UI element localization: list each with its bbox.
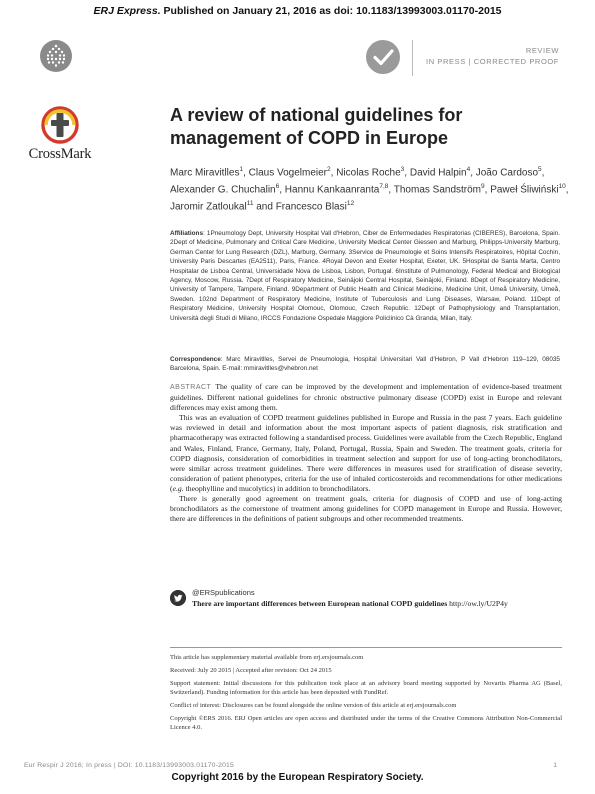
correspondence-label: Correspondence [170,356,221,363]
tweet-summary: There are important differences between European national COPD guidelines [192,599,448,608]
license-note: Copyright ©ERS 2016. ERJ Open articles are open access and distributed under the terms of the Creative Commons Attribution Non-Commercial Licence 4.0. [170,715,562,731]
tweet-text [192,599,508,608]
affiliations-text: : 1Pneumology Dept, University Hospital Vall d'Hebron, Ciber de Enfermedades Respiratorias (CIBERES), Barcelona, Spain. 2Dept of Medicine, Pulmonary and Critical Care Medicine, University Medical Center Giessen and Marburg, Philipps-University Marburg, German Center for Lung Research (DZL), Marburg, Germany. 3Service de Pneumologie et Soins Intensifs Respiratoires, Hôpital Cochin, University Paris Descartes (EA2511), Paris, France. 4Royal Devon and Exeter Hospital, Exeter, UK. 5Hospital de Santa Marta, Centro Hospitalar de Lisboa Central, Universidade Nova de Lisboa, Lisbon, Portugal. 6Institute of Pulmonology, Federal Medical and Biological Agency, Moscow, Russia. 7Dept of Respiratory Medicine, Seinäjoki Central Hospital, Seinäjoki, Finland. 8Dept of Respiratory Medicine, University of Tampere, Tampere, Finland. 9Department of Public Health and Clinical Medicine, Medicine Unit, Umeå University, Umeå, Sweden. 102nd Department of Respiratory Medicine, Institute of Tuberculosis and Lung Diseases, Warsaw, Poland. 11Dept of Respiratory Medicine, University Hospital Olomouc, Olomouc, Czech Republic. 12Dept of Pathophysiology and Transplantation, Università degli Studi di Milano, IRCCS Fondazione Ospedale Maggiore Policlinico Cà Granda, Milan, Italy. [170,230,560,322]
conflict-of-interest: Conflict of interest: Disclosures can be found alongside the online version of this article at erj.ersjournals.com [170,702,457,710]
abstract-text: The quality of care can be improved by the development and implementation of evidence-based treatment guidelines. Different national guidelines for chronic obstructive pulmonary disease (COPD) exist in Europe and relevant differences may exist among them. [170,382,562,413]
article-type: REVIEW [525,46,559,55]
author-list [170,163,570,213]
author-name: and Francesco Blasi [253,200,347,212]
abstract-paragraph [170,382,562,413]
twitter-bird-icon[interactable] [170,590,186,606]
author-affil-ref: 5 [538,166,542,173]
author-name: , David Halpin [404,167,467,179]
abstract [170,382,562,524]
abstract-paragraph [170,494,562,524]
author-name: , Paweł Śliwiński [484,184,559,196]
footnotes [170,654,562,737]
author-affil-ref: 2 [327,166,331,173]
banner-journal: ERJ Express. [93,5,161,17]
journal-citation: Eur Respir J 2016; In press | DOI: 10.1183/13993003.01170-2015 [24,762,235,769]
author-affil-ref: 7,8 [379,182,389,190]
author-affil-ref: 10 [558,182,566,190]
author-name: , Nicolas Roche [330,167,401,179]
author-name: Marc Miravitlles [170,167,240,179]
author-affil-ref: 11 [246,199,254,207]
copyright-banner: Copyright 2016 by the European Respiratory Society. [171,772,424,783]
supplementary-note: This article has supplementary material available from erj.ersjournals.com [170,654,364,661]
author-affil-ref: 3 [400,166,405,173]
author-name: , Thomas Sandström [388,184,482,196]
badge-divider [412,40,413,76]
received-dates: Received: July 20 2015 | Accepted after revision: Oct 24 2015 [170,667,332,675]
author-name: , Claus Vogelmeier [243,167,328,179]
crossmark-logo[interactable] [24,106,96,163]
author-affil-ref: 9 [481,182,485,190]
published-banner [0,5,595,17]
abstract-emphasis: e.g. [172,483,184,493]
twitter-handle[interactable]: @ERSpublications [192,588,255,597]
article-title: A review of national guidelines for management of COPD in Europe [170,105,463,148]
footnote-divider [170,647,562,648]
abstract-text: This was an evaluation of COPD treatment guidelines published in Europe and Russia in the past 7 years. Each guideline was reviewed in detail and information about the most important aspects of patient diagnosis, risk stratification and pharmacotherapy was extracted following a standardised process. Guidelines were available from the Czech Republic, England and Wales, Finland, France, Germany, Italy, Poland, Portugal, Russia, Spain and Sweden. The treatment goals, criteria for COPD diagnosis, consideration of comorbidities in treatment selection and support for use of long-acting bronchodilators, were similar across treatment guidelines. There were differences in measures used for stratification of disease severity, consideration of patient phenotypes, criteria for the use of inhaled corticosteroids and recommendations for other medications ( [170,413,562,493]
ers-logo-icon [40,40,72,72]
checkmark-badge-icon [366,40,400,74]
affiliations [170,229,560,323]
author-name: , Jaromir Zatloukal [170,184,569,212]
author-name: , João Cardoso [470,167,539,179]
abstract-paragraph [170,413,562,494]
article-status [426,45,559,67]
author-affil-ref: 4 [466,166,471,173]
author-affil-ref: 6 [275,182,280,190]
author-name: , Alexander G. Chuchalin [170,167,545,196]
proof-status: IN PRESS | CORRECTED PROOF [426,57,559,66]
author-affil-ref: 1 [239,166,244,173]
abstract-text: theophylline and mucolytics) in addition to bronchodilators. [183,483,371,493]
support-statement: Support statement: Initial discussions for this publication took place at an advisory board meeting supported by Novartis Pharma AG (Basel, Switzerland). Funding information for this article has been deposited with FundRef. [170,680,562,696]
tweet-link[interactable]: http://ow.ly/U2P4y [447,599,508,608]
page-number: 1 [553,762,557,769]
crossmark-icon [41,106,79,144]
banner-text: Published on January 21, 2016 as doi: 10.1183/13993003.01170-2015 [160,5,502,17]
abstract-text: There is generally good agreement on treatment goals, criteria for diagnosis of COPD and use of long-acting bronchodilators as the cornerstone of treatment among guidelines for COPD management in Europe and Russia. However, there are differences in the definitions of patient subgroups and other recommended treatments. [170,494,562,524]
author-name: , Hannu Kankaanranta [279,184,380,196]
affiliations-label: Affiliations [170,230,204,237]
correspondence-text: : Marc Miravitlles, Servei de Pneumologia, Hospital Universitari Vall d'Hebron, P Vall d'Hebron 119–129, 08035 Barcelona, Spain. E-mail: mmiravitlles@vhebron.net [170,356,560,373]
abstract-label: ABSTRACT [170,384,212,391]
author-affil-ref: 12 [346,199,355,207]
correspondence [170,355,560,374]
crossmark-label: CrossMark [28,146,92,162]
